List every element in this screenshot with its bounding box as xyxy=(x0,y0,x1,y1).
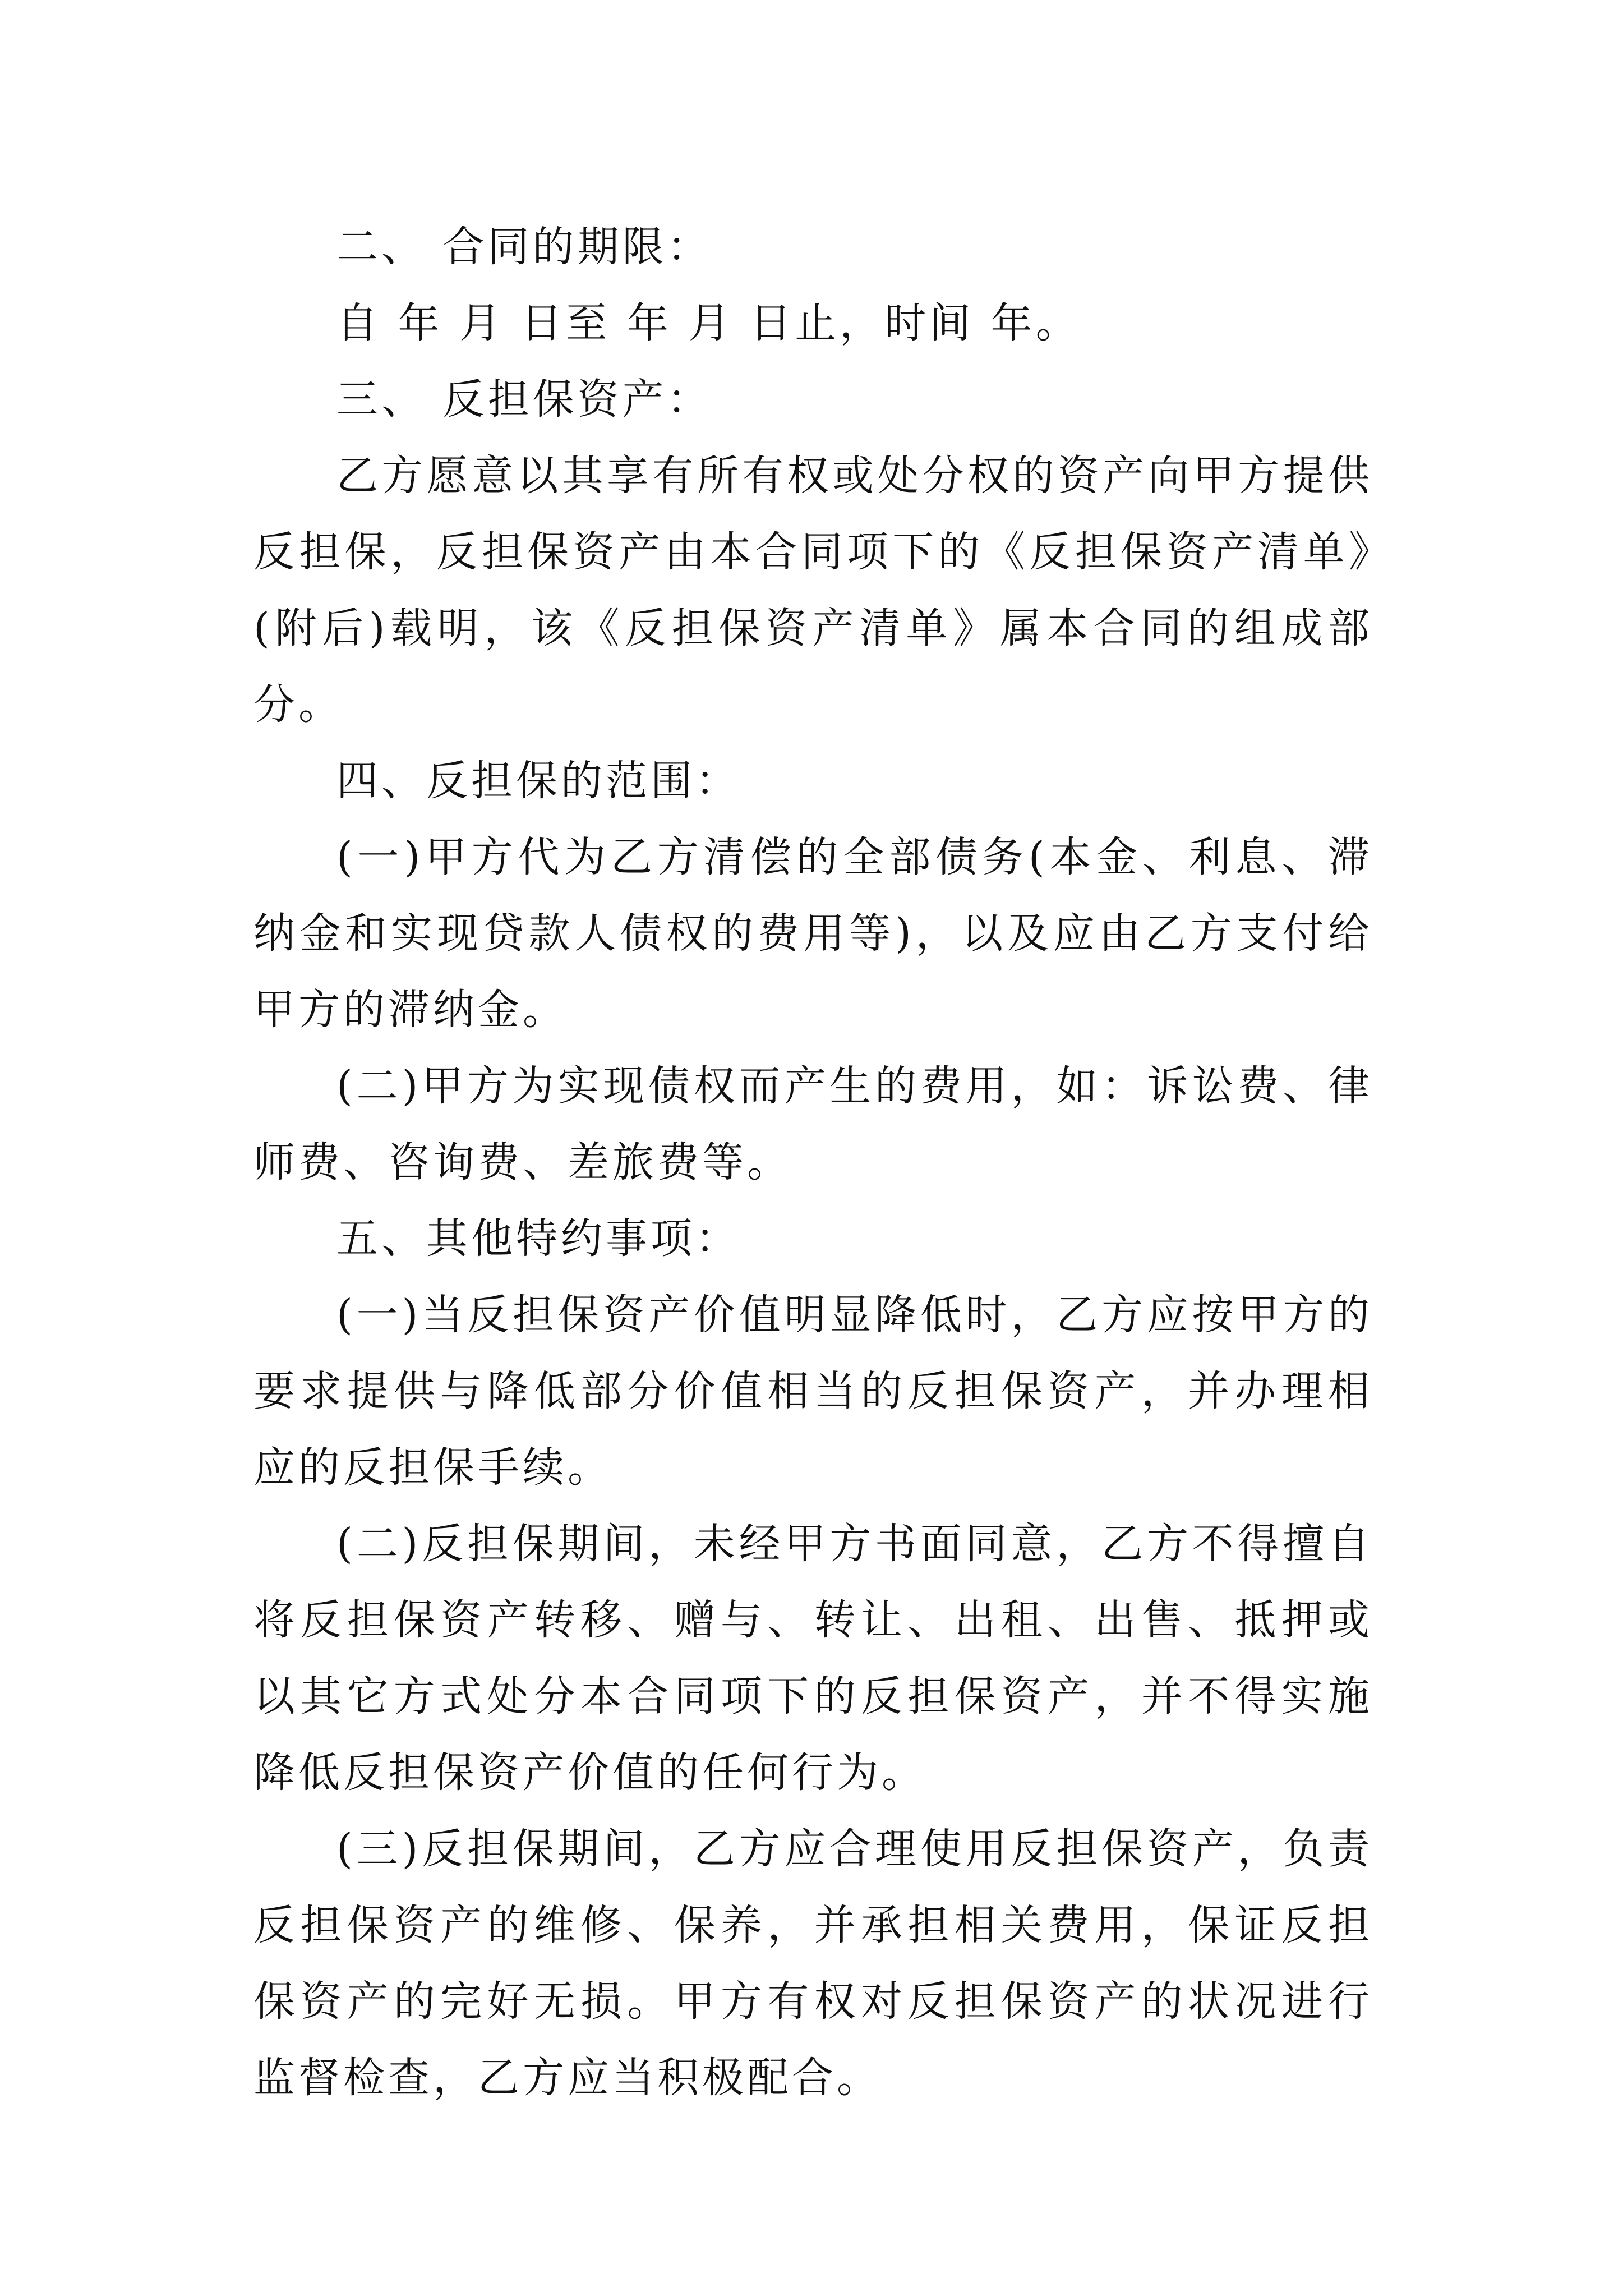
paragraph-special-2: (二)反担保期间，未经甲方书面同意，乙方不得擅自将反担保资产转移、赠与、转让、出租、出售、抵押或以其它方式处分本合同项下的反担保资产，并不得实施降低反担保资产价值的任何行为。 xyxy=(253,1520,1373,1797)
paragraph-special-3: (三)反担保期间，乙方应合理使用反担保资产，负责反担保资产的维修、保养，并承担相关费用，保证反担保资产的完好无损。甲方有权对反担保资产的状况进行监督检查，乙方应当积极配合。 xyxy=(253,1825,1373,2102)
section-heading-special-terms: 五、其他特约事项： xyxy=(336,1214,740,1263)
section-heading-term: 二、 合同的期限： xyxy=(336,223,712,271)
paragraph-scope-2: (二)甲方为实现债权而产生的费用，如：诉讼费、律师费、咨询费、差旅费等。 xyxy=(253,1062,1373,1186)
section-heading-assets: 三、 反担保资产： xyxy=(336,375,712,424)
section-heading-scope: 四、反担保的范围： xyxy=(336,757,740,805)
paragraph-term-dates: 自 年 月 日至 年 月 日止，时间 年。 xyxy=(336,299,1081,347)
paragraph-scope-1: (一)甲方代为乙方清偿的全部债务(本金、利息、滞纳金和实现贷款人债权的费用等)，以及应由乙方支付给甲方的滞纳金。 xyxy=(253,833,1373,1034)
paragraph-special-1: (一)当反担保资产价值明显降低时，乙方应按甲方的要求提供与降低部分价值相当的反担保资产，并办理相应的反担保手续。 xyxy=(253,1291,1373,1492)
document-body xyxy=(253,209,1373,2116)
paragraph-assets: 乙方愿意以其享有所有权或处分权的资产向甲方提供反担保，反担保资产由本合同项下的《反担保资产清单》(附后)载明，该《反担保资产清单》属本合同的组成部分。 xyxy=(253,452,1373,729)
